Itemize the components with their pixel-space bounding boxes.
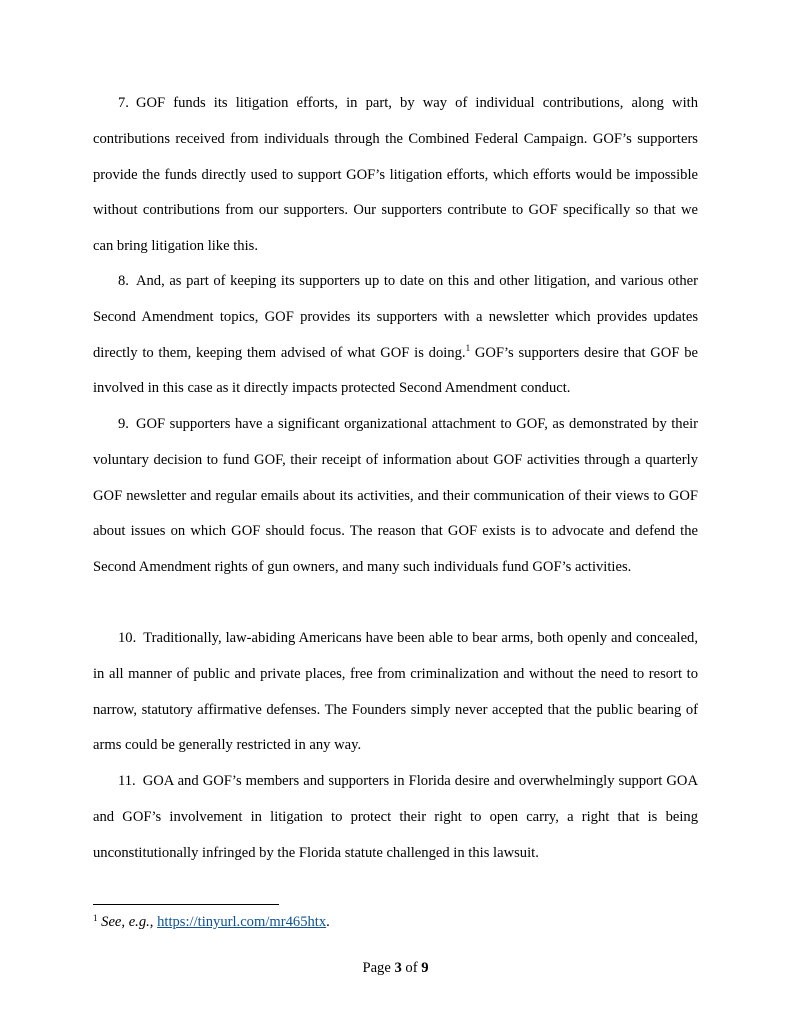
paragraph-9 <box>93 407 698 586</box>
paragraph-number: 10. <box>118 630 137 646</box>
paragraph-number: 7. <box>118 95 129 111</box>
footnote <box>93 913 330 931</box>
page-number-current: 3 <box>394 960 402 976</box>
footnote-marker: 1 <box>93 913 98 923</box>
footnote-reference[interactable]: 1 <box>465 342 471 353</box>
paragraph-7 <box>93 86 698 265</box>
footnote-citation: See, e.g., <box>101 914 154 930</box>
paragraph-text: Traditionally, law-abiding Americans have been able to bear arms, both openly and concealed, in all manner of public and private places, free from criminalization and without the need to resort to narrow, statutory affirmative defenses. The Founders simply never accepted that the public bearing of arms could be generally restricted in any way. <box>93 630 698 754</box>
paragraph-text: And, as part of keeping its supporters up to date on this and other litigation, and various other Second Amendment topics, GOF provides its supporters with a newsletter which provides updates directly to them, keeping them advised of what GOF is doing. <box>93 273 698 361</box>
page-number-middle: of <box>401 960 422 976</box>
paragraph-number: 9. <box>118 416 129 432</box>
footnote-separator <box>93 904 279 905</box>
page-number-total: 9 <box>421 960 429 976</box>
page-number-prefix: Page <box>362 960 395 976</box>
paragraph-text: GOF funds its litigation efforts, in part, by way of individual contributions, along with contributions received from individuals through the Combined Federal Campaign. GOF’s supporters provide the funds directly used to support GOF’s litigation efforts, which efforts would be impossible without contributions from our supporters. Our supporters contribute to GOF specifically so that we can bring litigation like this. <box>93 95 698 255</box>
paragraph-8 <box>93 264 698 407</box>
paragraph-11 <box>93 764 698 871</box>
paragraph-number: 8. <box>118 273 129 289</box>
footnote-link[interactable]: https://tinyurl.com/mr465htx <box>157 914 327 930</box>
page-number <box>0 958 791 978</box>
paragraph-10 <box>93 621 698 764</box>
paragraph-text: GOF supporters have a significant organizational attachment to GOF, as demonstrated by their voluntary decision to fund GOF, their receipt of information about GOF activities through a quarterly GOF newsletter and regular emails about its activities, and their communication of their views to GOF about issues on which GOF should focus. The reason that GOF exists is to advocate and defend the Second Amendment rights of gun owners, and many such individuals fund GOF’s activities. <box>93 416 698 576</box>
footnote-trailing: . <box>326 914 330 930</box>
paragraph-text: GOA and GOF’s members and supporters in Florida desire and overwhelmingly support GOA and GOF’s involvement in litigation to protect their right to open carry, a right that is being unconstitutionally infringed by the Florida statute challenged in this lawsuit. <box>93 773 698 861</box>
paragraph-text-continued: GOF’s supporters desire that GOF be involved in this case as it directly impacts protected Second Amendment conduct. <box>93 344 698 397</box>
paragraph-number: 11. <box>118 773 136 789</box>
